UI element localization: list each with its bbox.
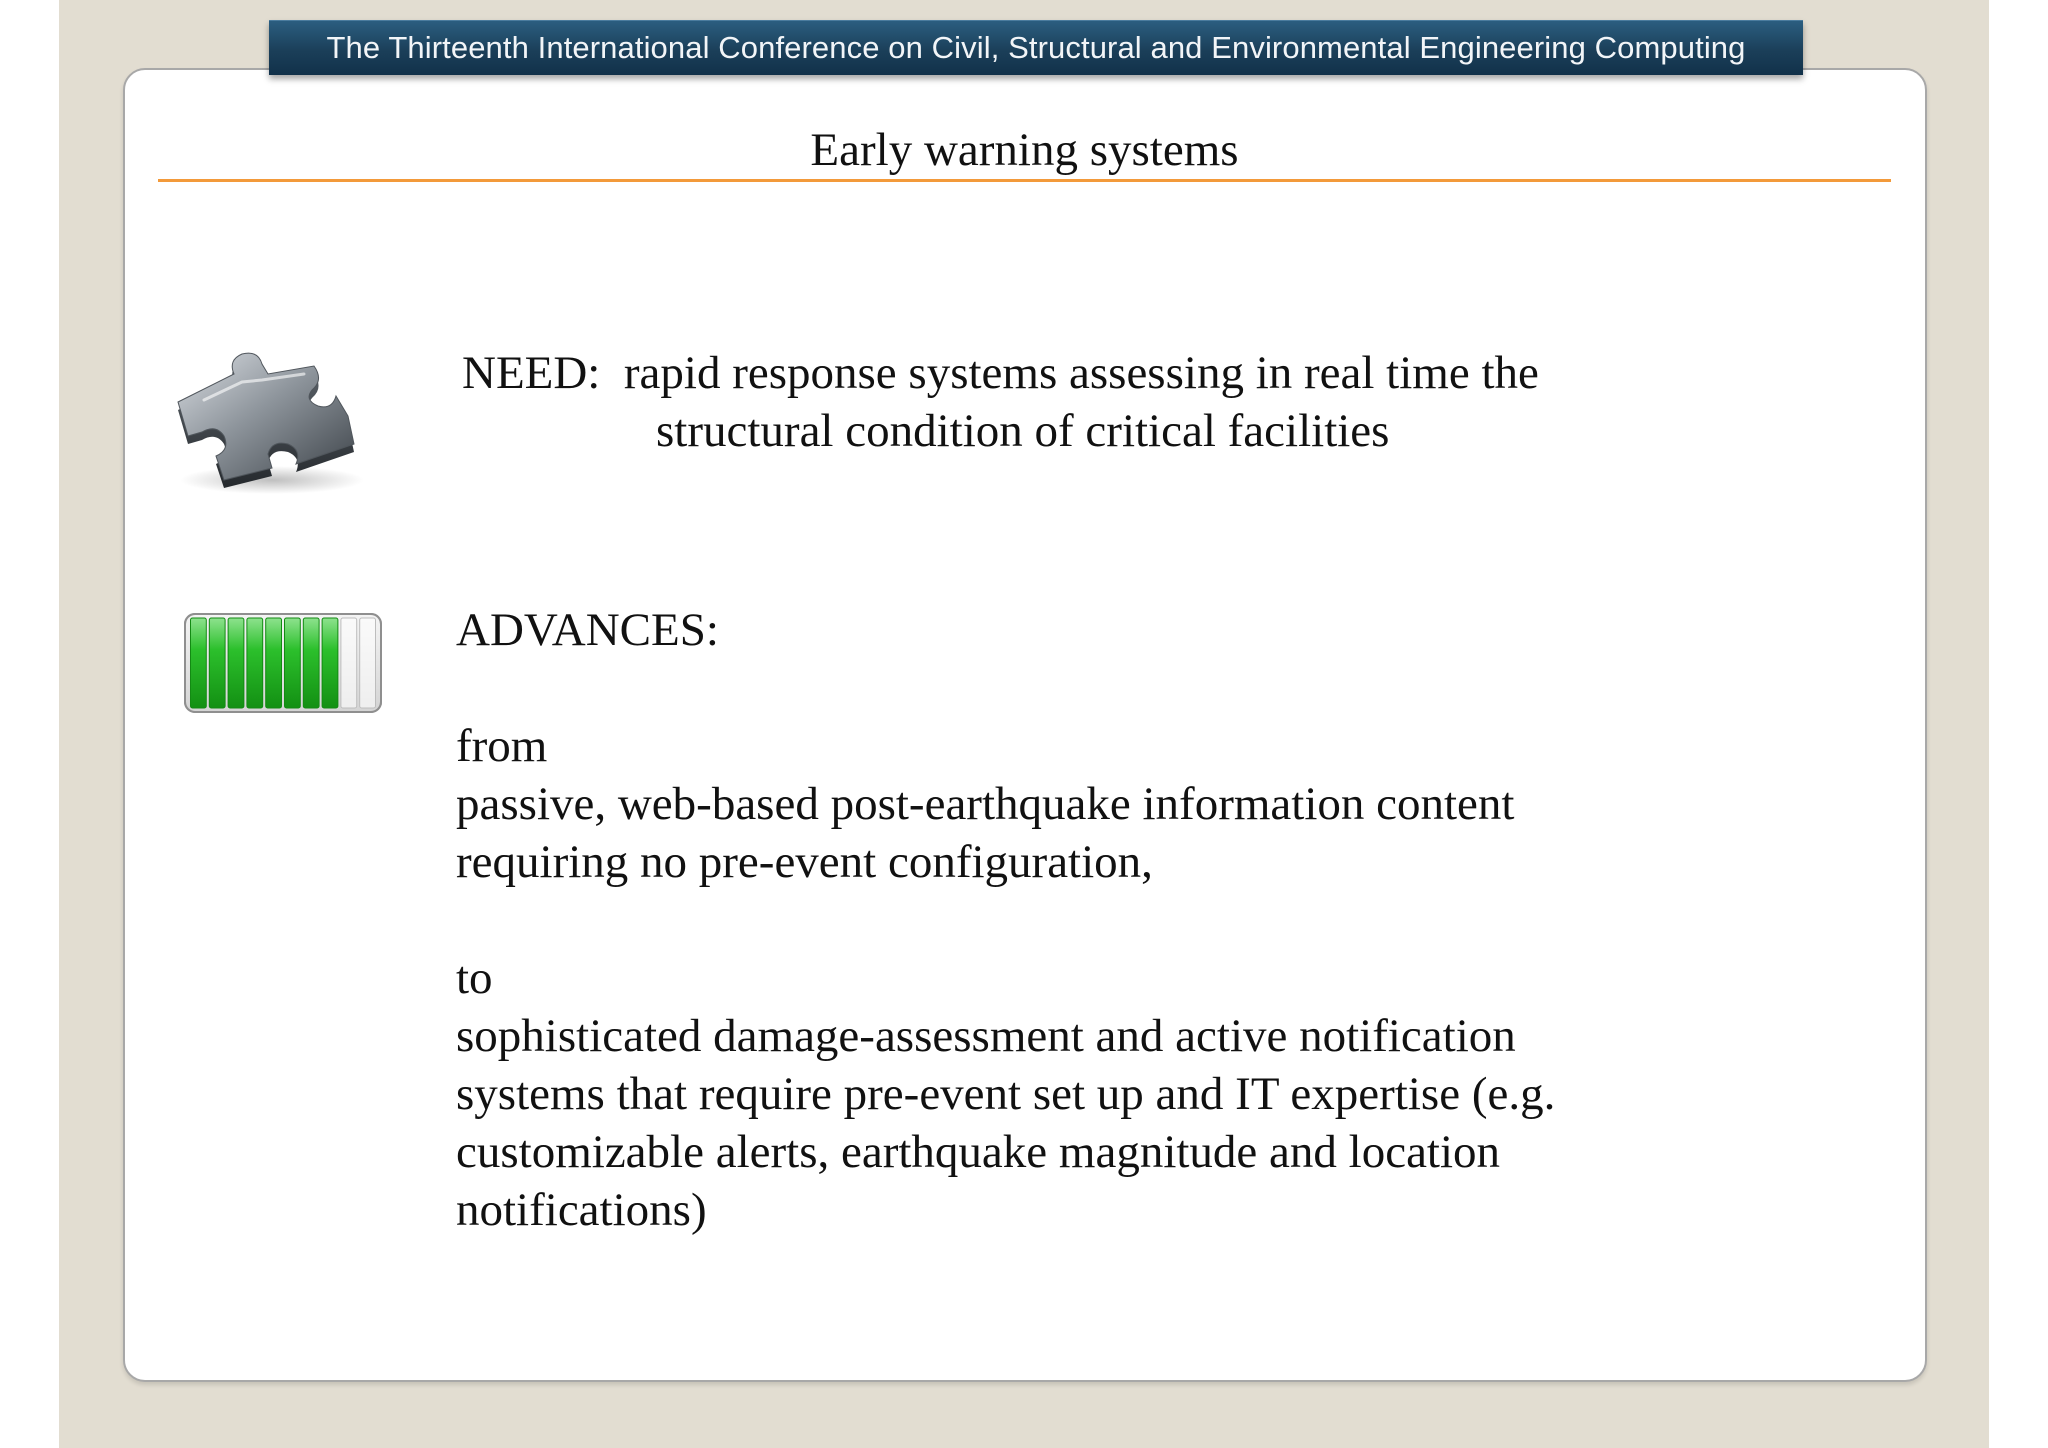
battery-cell-filled	[303, 618, 319, 708]
need-line-1	[462, 344, 1762, 402]
to-line: sophisticated damage-assessment and active notification	[456, 1010, 1516, 1062]
battery-icon	[183, 612, 385, 718]
from-line: requiring no pre-event configuration,	[456, 836, 1153, 888]
to-line: customizable alerts, earthquake magnitude and location	[456, 1126, 1501, 1178]
from-line: passive, web-based post-earthquake information content	[456, 778, 1515, 830]
battery-cell-empty	[360, 618, 376, 708]
to-line: notifications)	[456, 1184, 707, 1236]
battery-cell-filled	[285, 618, 301, 708]
battery-cell-filled	[322, 618, 338, 708]
battery-cell-filled	[228, 618, 244, 708]
conference-title: The Thirteenth International Conference on Civil, Structural and Environmental Engineering Computing	[326, 30, 1746, 65]
battery-cell-filled	[266, 618, 282, 708]
advances-section	[456, 601, 1756, 1239]
battery-cell-filled	[209, 618, 225, 708]
battery-cell-filled	[191, 618, 207, 708]
battery-cell-filled	[247, 618, 263, 708]
need-statement	[462, 344, 1762, 460]
conference-header-bar	[269, 20, 1803, 75]
puzzle-piece-icon	[164, 340, 370, 496]
need-line-2: structural condition of critical facilities	[656, 405, 1390, 457]
battery-cell-empty	[341, 618, 357, 708]
to-line: systems that require pre-event set up and IT expertise (e.g.	[456, 1068, 1556, 1120]
title-divider	[158, 179, 1891, 182]
slide-title: Early warning systems	[810, 124, 1239, 176]
need-label: NEED:	[462, 347, 601, 399]
to-word: to	[456, 952, 493, 1004]
from-word: from	[456, 720, 548, 772]
advances-heading: ADVANCES:	[456, 604, 719, 656]
need-text-1: rapid response systems assessing in real time the	[623, 347, 1539, 399]
